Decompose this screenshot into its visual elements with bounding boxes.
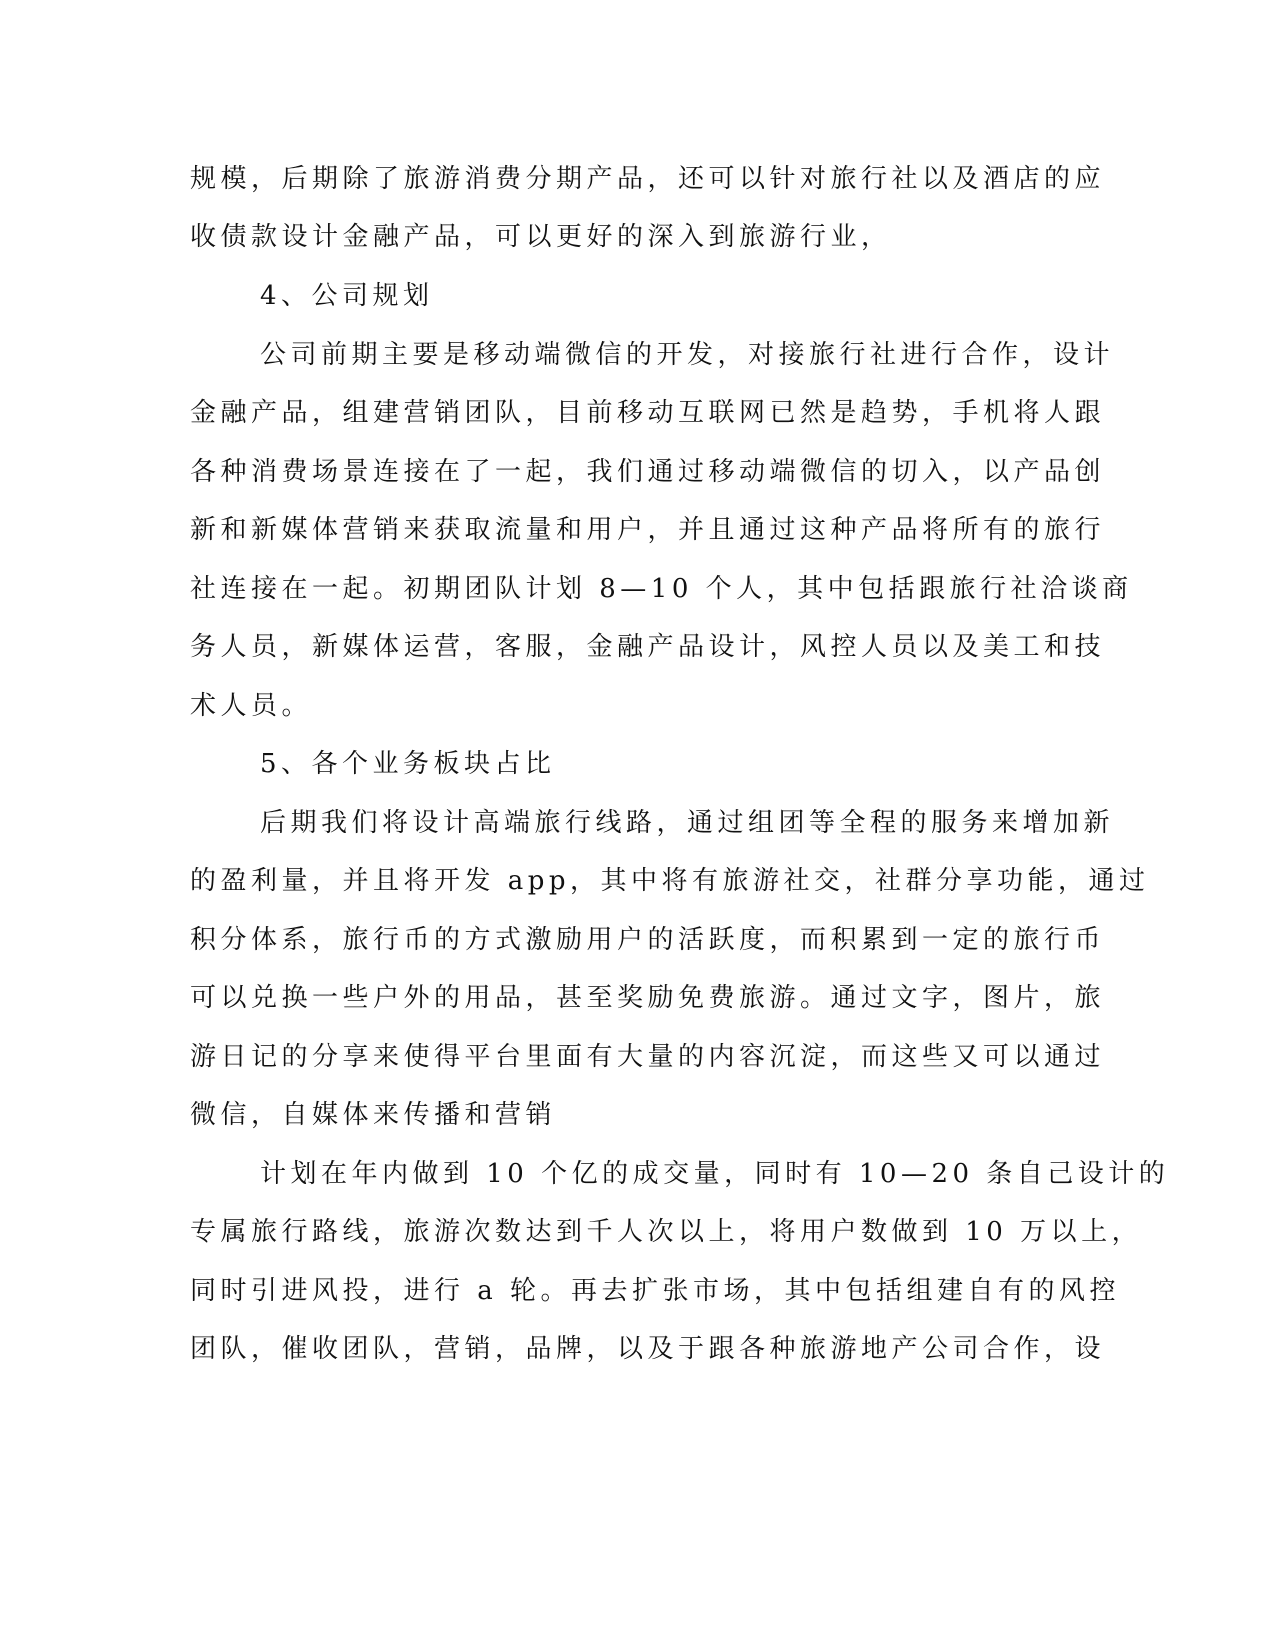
paragraph-line: 术人员。: [190, 691, 313, 721]
paragraph-line: 计划在年内做到 10 个亿的成交量，同时有 10—20 条自己设计的: [260, 1159, 1170, 1189]
paragraph-line: 可以兑换一些户外的用品，甚至奖励免费旅游。通过文字，图片，旅: [190, 983, 1106, 1013]
paragraph-line: 规模，后期除了旅游消费分期产品，还可以针对旅行社以及酒店的应: [190, 164, 1106, 194]
paragraph-line: 金融产品，组建营销团队，目前移动互联网已然是趋势，手机将人跟: [190, 398, 1106, 428]
paragraph-line: 新和新媒体营销来获取流量和用户，并且通过这种产品将所有的旅行: [190, 515, 1106, 545]
section-heading: 5、各个业务板块占比: [260, 749, 556, 779]
paragraph-line: 微信，自媒体来传播和营销: [190, 1100, 557, 1130]
paragraph-line: 社连接在一起。初期团队计划 8—10 个人，其中包括跟旅行社洽谈商: [190, 574, 1133, 604]
paragraph-line: 同时引进风投，进行 a 轮。再去扩张市场，其中包括组建自有的风控: [190, 1276, 1121, 1306]
paragraph-line: 各种消费场景连接在了一起，我们通过移动端微信的切入，以产品创: [190, 457, 1106, 487]
paragraph-line: 团队，催收团队，营销，品牌，以及于跟各种旅游地产公司合作，设: [190, 1334, 1106, 1364]
paragraph-line: 后期我们将设计高端旅行线路，通过组团等全程的服务来增加新: [260, 808, 1115, 838]
section-heading: 4、公司规划: [260, 281, 434, 311]
paragraph-line: 积分体系，旅行币的方式激励用户的活跃度，而积累到一定的旅行币: [190, 925, 1106, 955]
paragraph-line: 专属旅行路线，旅游次数达到千人次以上，将用户数做到 10 万以上，: [190, 1217, 1143, 1247]
paragraph-line: 的盈利量，并且将开发 app，其中将有旅游社交，社群分享功能，通过: [190, 866, 1150, 896]
paragraph-line: 收债款设计金融产品，可以更好的深入到旅游行业，: [190, 222, 892, 252]
paragraph-line: 公司前期主要是移动端微信的开发，对接旅行社进行合作，设计: [260, 340, 1115, 370]
paragraph-line: 务人员，新媒体运营，客服，金融产品设计，风控人员以及美工和技: [190, 632, 1106, 662]
paragraph-line: 游日记的分享来使得平台里面有大量的内容沉淀，而这些又可以通过: [190, 1042, 1106, 1072]
